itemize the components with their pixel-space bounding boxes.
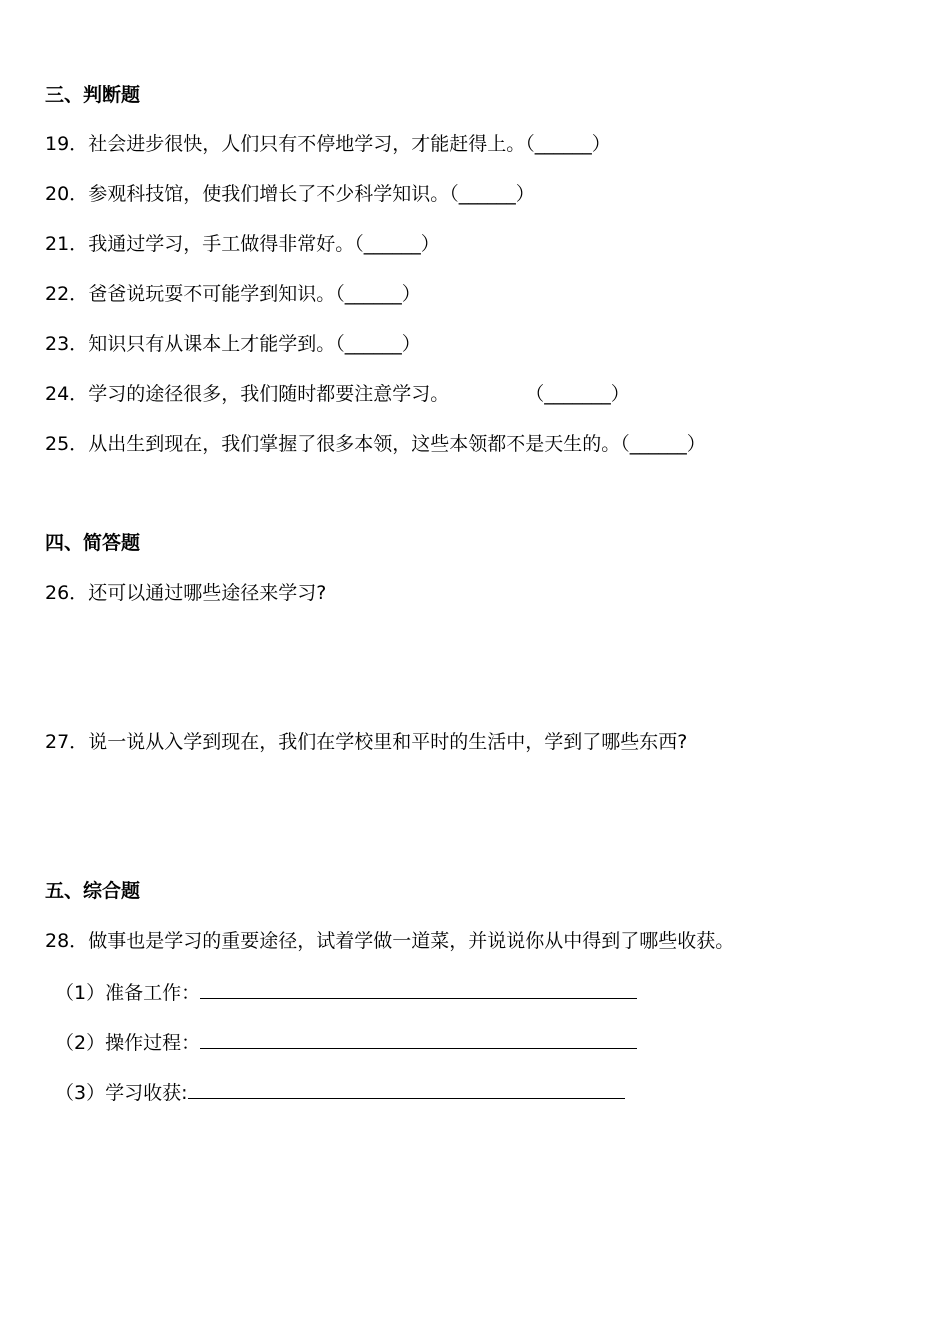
question-text: 做事也是学习的重要途径，试着学做一道菜，并说说你从中得到了哪些收获。 [88,930,735,952]
question-text: 参观科技馆，使我们增长了不少科学知识。 [88,183,450,205]
question-number: 28． [45,930,89,952]
question-number: 20． [45,183,89,205]
question-text: 还可以通过哪些途径来学习? [88,582,327,604]
question-19 [45,131,611,157]
question-text: 知识只有从课本上才能学到。 [88,333,336,355]
part-label: （1）准备工作： [55,982,201,1004]
question-text: 社会进步很快，人们只有不停地学习，才能赶得上。 [88,133,526,155]
answer-blank[interactable]: （______） [335,333,421,355]
question-text: 从出生到现在，我们掌握了很多本领，这些本领都不是天生的。 [88,433,621,455]
section-title-short-answer: 四、简答题 [45,532,141,554]
question-number: 26． [45,582,89,604]
part-label: （2）操作过程： [55,1032,201,1054]
part-label: （3）学习收获: [55,1082,188,1104]
question-text: 爸爸说玩耍不可能学到知识。 [88,283,336,305]
question-22 [45,281,421,307]
question-text: 说一说从入学到现在，我们在学校里和平时的生活中，学到了哪些东西? [88,731,688,753]
question-number: 25． [45,433,89,455]
question-27 [45,729,687,755]
answer-blank[interactable]: （______） [620,433,706,455]
answer-line[interactable] [200,978,637,999]
answer-blank[interactable]: （_______） [525,383,630,405]
answer-line[interactable] [200,1028,637,1049]
question-number: 24． [45,383,89,405]
question-28 [45,928,734,954]
part-3 [55,1078,625,1106]
question-text: 我通过学习，手工做得非常好。 [88,233,355,255]
question-23 [45,331,421,357]
question-text: 学习的途径很多，我们随时都要注意学习。 [88,383,450,405]
answer-blank[interactable]: （______） [335,283,421,305]
question-26 [45,580,326,606]
question-21 [45,231,440,257]
question-number: 27． [45,731,89,753]
question-25 [45,431,706,457]
part-2 [55,1028,637,1056]
question-number: 21． [45,233,89,255]
answer-blank[interactable]: （______） [525,133,611,155]
question-number: 22． [45,283,89,305]
question-number: 19． [45,133,89,155]
answer-blank[interactable]: （______） [354,233,440,255]
answer-blank[interactable]: （______） [449,183,535,205]
answer-line[interactable] [188,1078,625,1099]
part-1 [55,978,637,1006]
question-20 [45,181,535,207]
question-24 [45,381,630,407]
section-title-comprehensive: 五、综合题 [45,880,141,902]
section-title-judgment: 三、判断题 [45,84,141,106]
question-number: 23． [45,333,89,355]
